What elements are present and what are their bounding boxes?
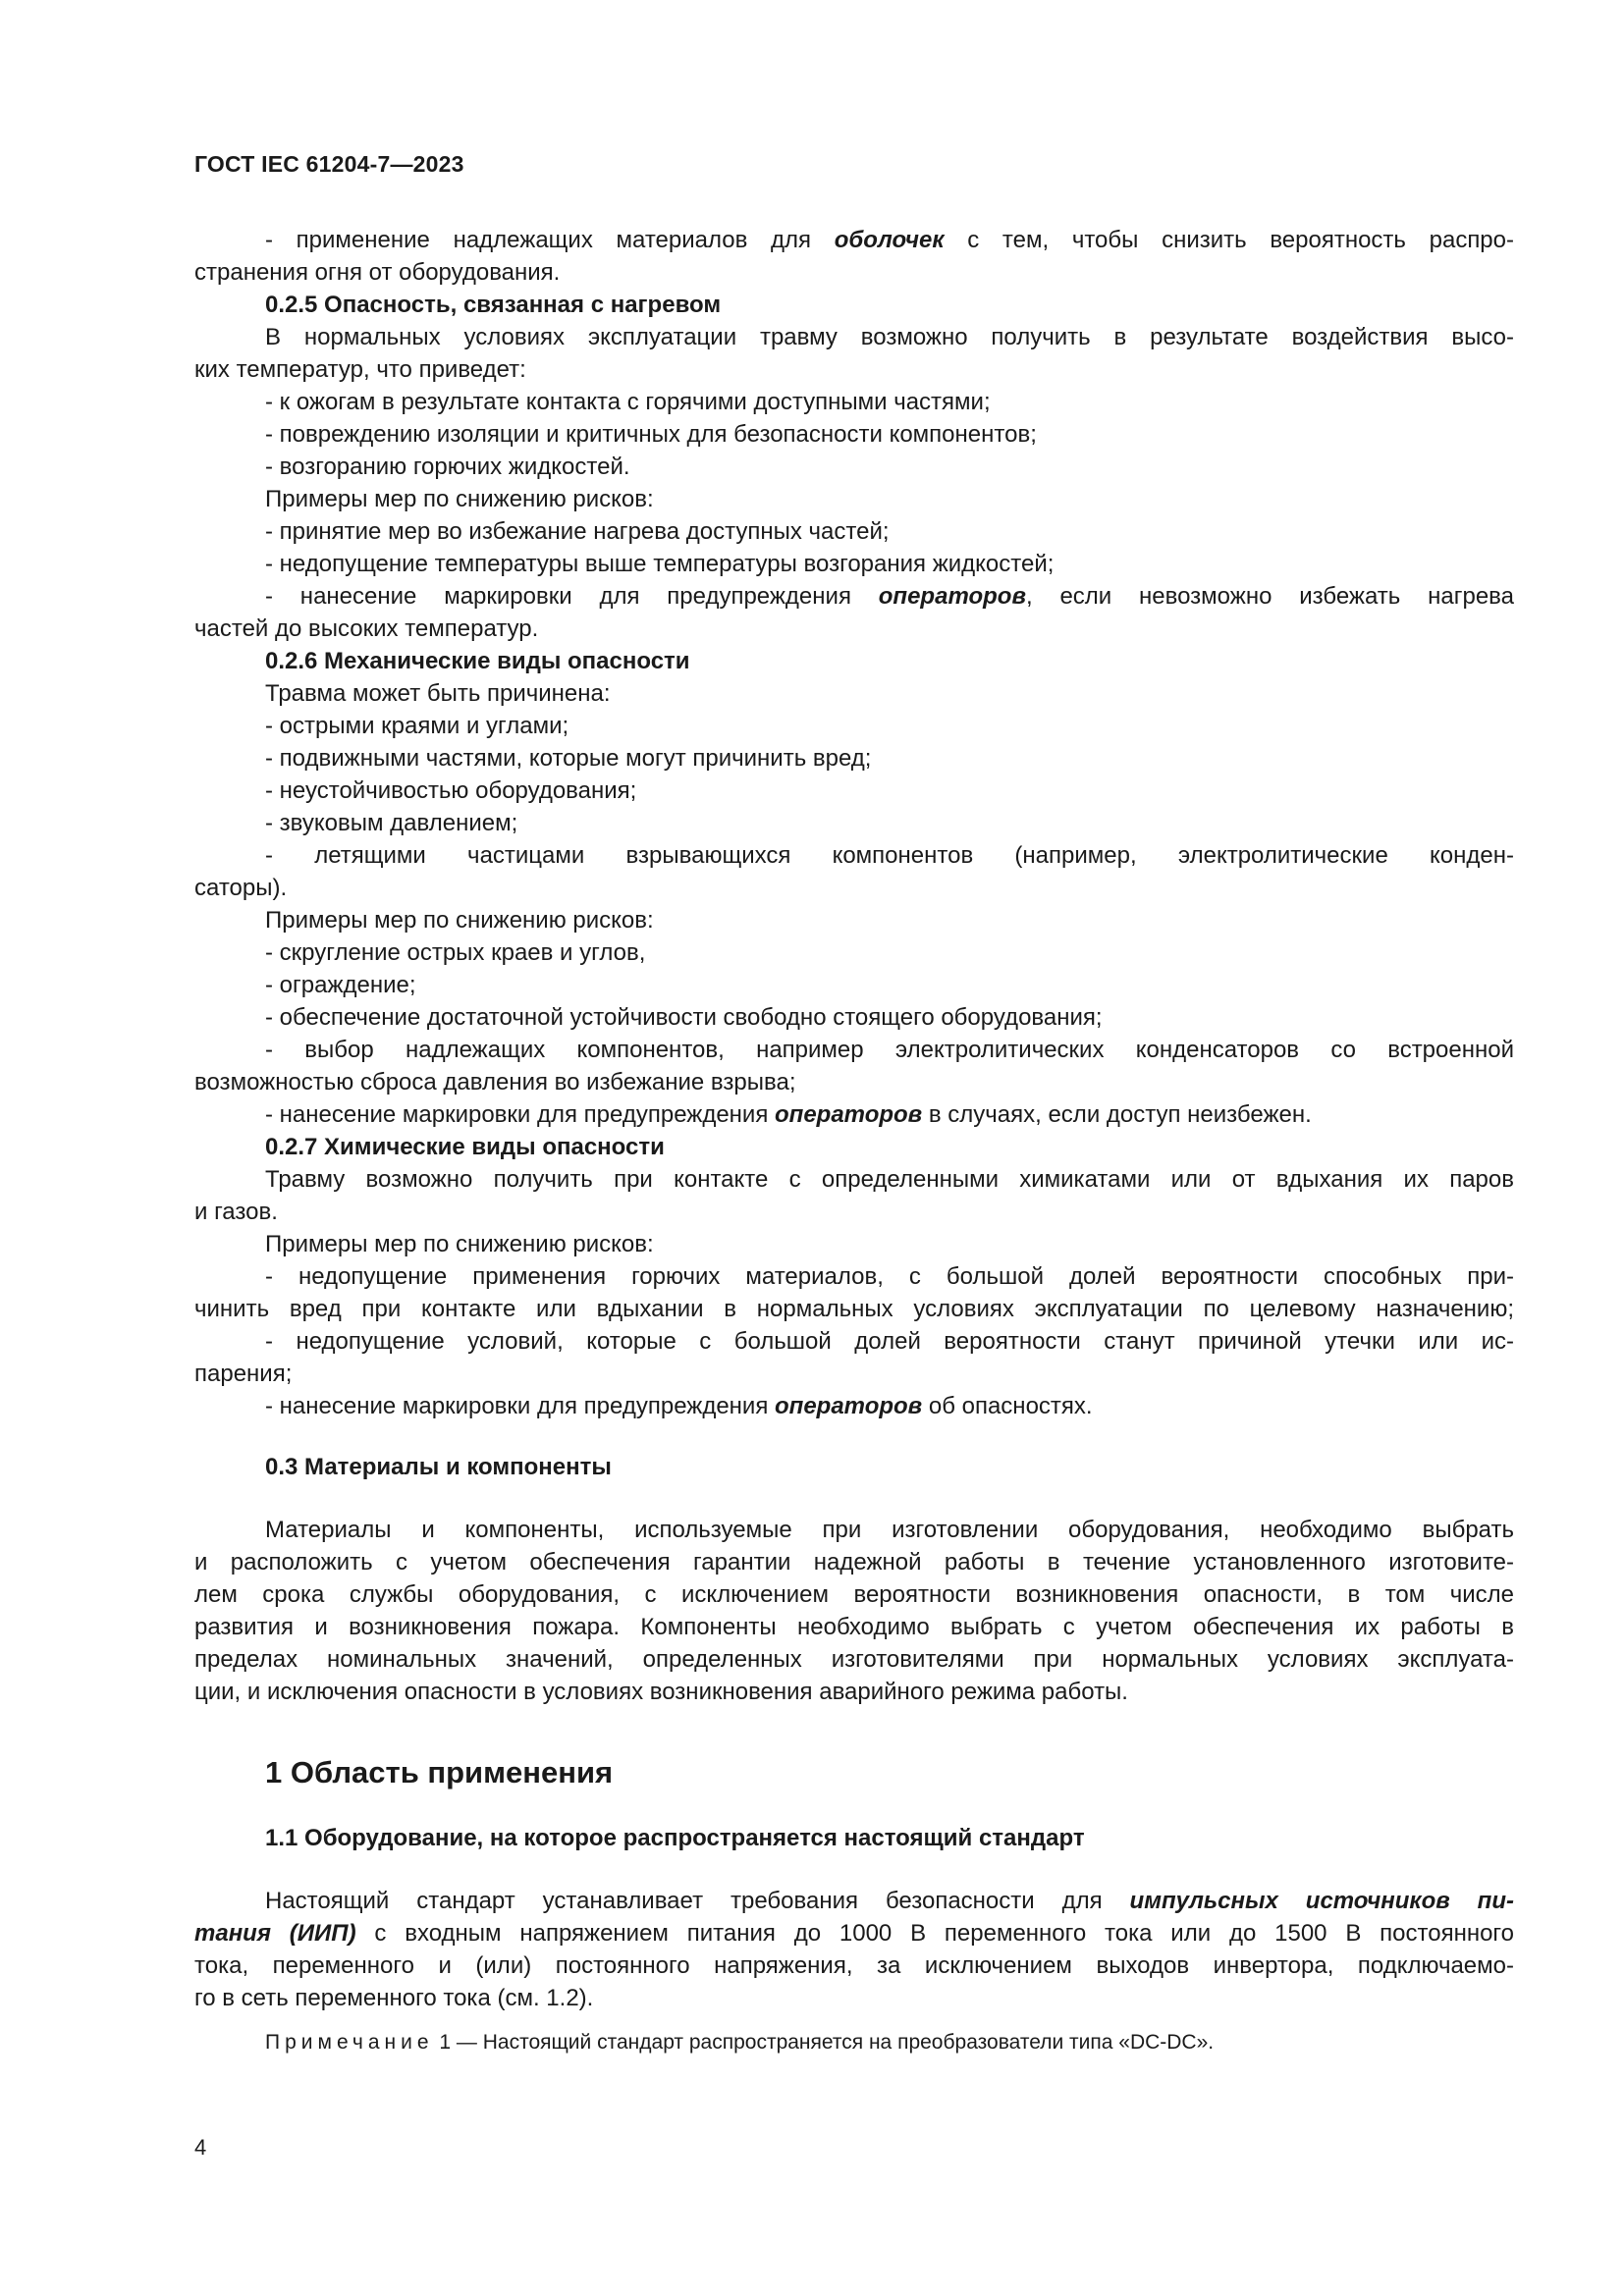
text-line: и газов. (194, 1199, 278, 1225)
list-item: - ограждение; (265, 972, 416, 998)
text-line: чинить вред при контакте или вдыхании в нормальных условиях эксплуатации по целевому назначению; (194, 1296, 1514, 1322)
section-heading-0-2-7: 0.2.7 Химические виды опасности (265, 1134, 665, 1160)
list-item: - принятие мер во избежание нагрева доступных частей; (265, 518, 890, 545)
list-item: - выбор надлежащих компонентов, например электролитических конденсаторов со встроенной (265, 1037, 1514, 1063)
text-line: парения; (194, 1361, 293, 1387)
section-heading-0-2-5: 0.2.5 Опасность, связанная с нагревом (265, 292, 722, 318)
text-line: ких температур, что приведет: (194, 356, 526, 383)
note (265, 2028, 1214, 2057)
text-line: го в сеть переменного тока (см. 1.2). (194, 1985, 594, 2011)
list-item: - летящими частицами взрывающихся компонентов (например, электролитические конден- (265, 842, 1514, 869)
list-item: - возгоранию горючих жидкостей. (265, 454, 630, 480)
text-line: ции, и исключения опасности в условиях возникновения аварийного режима работы. (194, 1679, 1128, 1705)
list-item: - нанесение маркировки для предупреждения операторов, если невозможно избежать нагрева (265, 583, 1514, 610)
section-heading-0-3: 0.3 Материалы и компоненты (265, 1454, 612, 1480)
list-item: - острыми краями и углами; (265, 713, 569, 739)
list-item: - недопущение условий, которые с большой долей вероятности станут причиной утечки или ис- (265, 1328, 1514, 1355)
list-item: - недопущение температуры выше температуры возгорания жидкостей; (265, 551, 1055, 577)
list-item: - нанесение маркировки для предупреждения операторов об опасностях. (265, 1393, 1093, 1419)
list-item: - к ожогам в результате контакта с горячими доступными частями; (265, 389, 991, 415)
text-line: - применение надлежащих материалов для оболочек с тем, чтобы снизить вероятность распро- (265, 227, 1514, 253)
list-item: - звуковым давлением; (265, 810, 518, 836)
list-item: - повреждению изоляции и критичных для безопасности компонентов; (265, 421, 1037, 448)
text-line: Материалы и компоненты, используемые при изготовлении оборудования, необходимо выбрать (265, 1517, 1514, 1543)
text-line: тока, переменного и (или) постоянного напряжения, за исключением выходов инвертора, подключаемо- (194, 1952, 1514, 1979)
list-item: - скругление острых краев и углов, (265, 939, 646, 966)
section-heading-0-2-6: 0.2.6 Механические виды опасности (265, 648, 690, 674)
list-item: - обеспечение достаточной устойчивости свободно стоящего оборудования; (265, 1004, 1103, 1031)
text-line: Примеры мер по снижению рисков: (265, 486, 654, 512)
text-line: Травму возможно получить при контакте с определенными химикатами или от вдыхания их паров (265, 1166, 1514, 1193)
text-line: частей до высоких температур. (194, 615, 539, 642)
text-line: и расположить с учетом обеспечения гарантии надежной работы в течение установленного изготовите- (194, 1549, 1514, 1575)
text-line: Примеры мер по снижению рисков: (265, 1231, 654, 1257)
text-line: пределах номинальных значений, определенных изготовителями при нормальных условиях эксплуата- (194, 1646, 1514, 1673)
list-item: - подвижными частями, которые могут причинить вред; (265, 745, 872, 772)
section-heading-1: 1 Область применения (265, 1755, 614, 1789)
text-line: Травма может быть причинена: (265, 680, 611, 707)
text-line: Примеры мер по снижению рисков: (265, 907, 654, 934)
text-line: странения огня от оборудования. (194, 259, 561, 286)
text-line: Настоящий стандарт устанавливает требования безопасности для импульсных источников пи- (265, 1888, 1514, 1914)
text-line: тания (ИИП) с входным напряжением питания до 1000 В переменного тока или до 1500 В постоянного (194, 1920, 1514, 1947)
document-header: ГОСТ IEC 61204-7—2023 (194, 151, 464, 177)
text-line: В нормальных условиях эксплуатации травму возможно получить в результате воздействия высо- (265, 324, 1514, 350)
note-label: Примечание (265, 2031, 434, 2054)
list-item: - неустойчивостью оборудования; (265, 777, 637, 804)
text-line: саторы). (194, 875, 288, 901)
note-text: 1 — Настоящий стандарт распространяется на преобразователи типа «DC-DC». (433, 2031, 1215, 2054)
text-line: лем срока службы оборудования, с исключением вероятности возникновения опасности, в том числе (194, 1581, 1514, 1608)
section-heading-1-1: 1.1 Оборудование, на которое распространяется настоящий стандарт (265, 1825, 1085, 1851)
text-line: возможностью сброса давления во избежание взрыва; (194, 1069, 796, 1095)
text-line: развития и возникновения пожара. Компоненты необходимо выбрать с учетом обеспечения их работы в (194, 1614, 1514, 1640)
page-number: 4 (194, 2135, 207, 2160)
list-item: - нанесение маркировки для предупреждения операторов в случаях, если доступ неизбежен. (265, 1101, 1312, 1128)
list-item: - недопущение применения горючих материалов, с большой долей вероятности способных при- (265, 1263, 1514, 1290)
